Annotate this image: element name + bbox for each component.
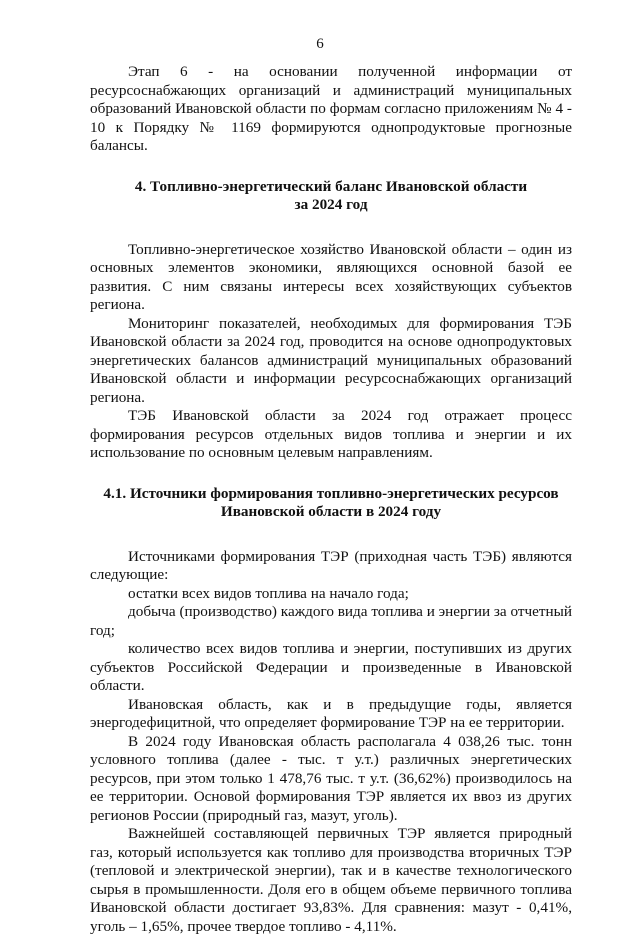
sources-list-item: добыча (производство) каждого вида топлива и энергии за отчетный год; (90, 603, 572, 639)
stage-paragraph: Этап 6 - на основании полученной информации от ресурсоснабжающих организаций и администраций муниципальных образований Ивановской области по формам согласно приложениям № 4 - 10 к Порядку № 1169 формируются однопродуктовые прогнозные балансы. (90, 63, 572, 154)
section-4-paragraph: Мониторинг показателей, необходимых для формирования ТЭБ Ивановской области за 2024 год, проводится на основе однопродуктовых энергетических балансов администраций муниципальных образований Ивановской области и информации ресурсоснабжающих организаций региона. (90, 314, 572, 406)
section-4-1-paragraph: В 2024 году Ивановская область располагала 4 038,26 тыс. тонн условного топлива (далее - тыс. т у.т.) различных энергетических ресурсов, при этом только 1 478,76 тыс. т у.т. (36,62%) производилось на ее территории. Основой формирования ТЭР является их ввоз из других регионов России (природный газ, мазут, уголь). (90, 732, 572, 824)
section-4-paragraph: ТЭБ Ивановской области за 2024 год отражает процесс формирования ресурсов отдельных видов топлива и энергии и их использование по основным целевым направлениям. (90, 407, 572, 461)
section-4-1-paragraph: Важнейшей составляющей первичных ТЭР является природный газ, который используется как топливо для производства вторичных ТЭР (тепловой и электрической энергии), так и в качестве технологического сырья в промышленности. Доля его в общем объеме первичного топлива Ивановской области достигает 93,83%. Для сравнения: мазут - 0,41%, уголь – 1,65%, прочее твердое топливо - 4,11%. (90, 825, 572, 935)
section-4-1-title (90, 485, 572, 522)
section-4-title (90, 178, 572, 215)
section-4-title-line2: за 2024 год (294, 196, 368, 213)
page-number: 6 (316, 36, 324, 52)
sources-list-item: остатки всех видов топлива на начало года; (128, 584, 409, 602)
document-body (90, 63, 572, 936)
section-4-1-title-line2: Ивановской области в 2024 году (220, 503, 442, 520)
section-4-1-title-line1: 4.1. Источники формирования топливно-энергетических ресурсов (103, 484, 559, 502)
sources-lead-paragraph: Источниками формирования ТЭР (приходная часть ТЭБ) являются следующие: (90, 547, 572, 583)
section-4-title-line1: 4. Топливно-энергетический баланс Ивановской области (134, 177, 528, 195)
sources-list-item: количество всех видов топлива и энергии, поступивших из других субъектов Российской Федерации и произведенные в Ивановской области. (90, 640, 572, 694)
section-4-paragraph: Топливно-энергетическое хозяйство Ивановской области – один из основных элементов экономики, являющихся основной базой ее развития. С ним связаны интересы всех хозяйствующих субъектов региона. (90, 240, 572, 313)
section-4-1-paragraph: Ивановская область, как и в предыдущие годы, является энергодефицитной, что определяет формирование ТЭР на ее территории. (90, 695, 572, 731)
